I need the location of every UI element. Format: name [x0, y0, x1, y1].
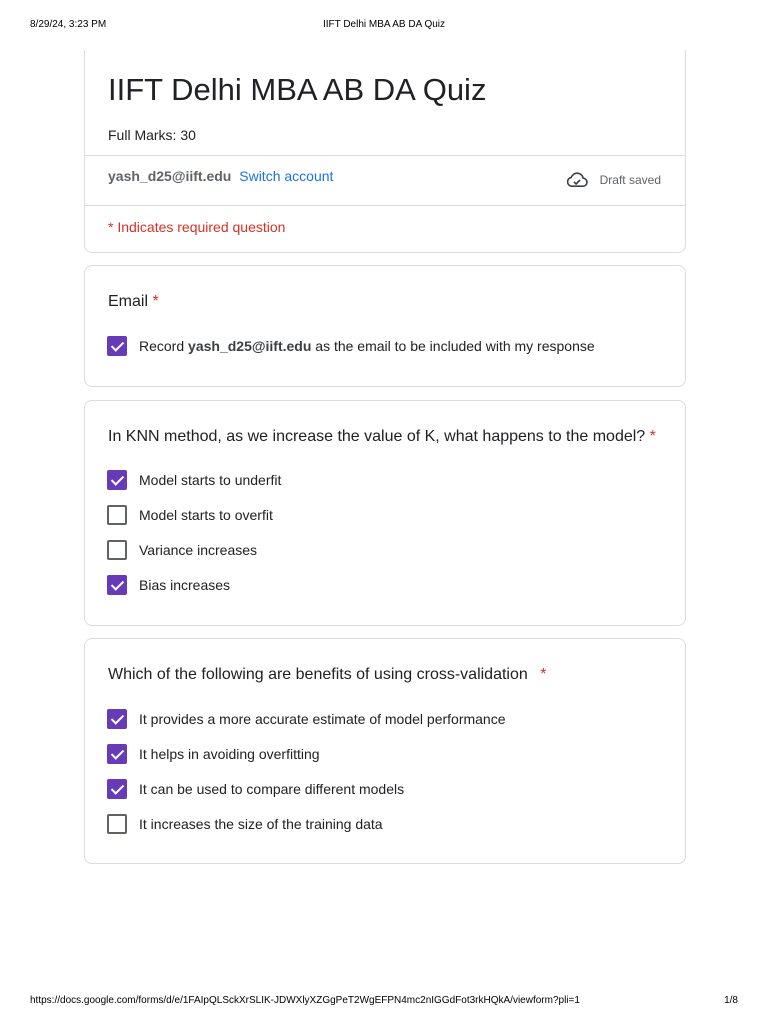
checkbox-checked[interactable]	[107, 779, 127, 799]
option-label: It helps in avoiding overfitting	[139, 746, 320, 762]
option-label: It provides a more accurate estimate of model performance	[139, 711, 506, 727]
question-card-email	[84, 265, 686, 387]
checkbox-unchecked[interactable]	[107, 540, 127, 560]
print-header	[30, 19, 738, 33]
option-model-overfit[interactable]	[107, 505, 273, 525]
option-increase-training-data[interactable]	[107, 814, 383, 834]
switch-account-link[interactable]: Switch account	[239, 168, 334, 184]
divider	[85, 155, 685, 156]
question-card-knn	[84, 400, 686, 626]
draft-status	[566, 172, 661, 188]
option-accurate-estimate[interactable]	[107, 709, 506, 729]
form-description: Full Marks: 30	[108, 127, 196, 143]
option-prefix: Record	[139, 338, 185, 354]
question-card-cross-validation	[84, 638, 686, 864]
required-star: *	[540, 666, 547, 683]
account-email: yash_d25@iift.edu	[108, 168, 232, 184]
checkbox-unchecked[interactable]	[107, 814, 127, 834]
checkbox-checked[interactable]	[107, 336, 127, 356]
checkbox-unchecked[interactable]	[107, 505, 127, 525]
print-footer	[30, 995, 738, 1009]
option-variance-increases[interactable]	[107, 540, 257, 560]
option-label: Model starts to overfit	[139, 507, 273, 523]
option-label: Bias increases	[139, 577, 231, 593]
option-label	[139, 338, 595, 354]
option-compare-models[interactable]	[107, 779, 404, 799]
question-title	[108, 293, 159, 311]
checkbox-checked[interactable]	[107, 709, 127, 729]
checkbox-checked[interactable]	[107, 744, 127, 764]
option-label: Variance increases	[139, 542, 258, 558]
question-title-text: Email	[108, 293, 149, 310]
required-star: *	[649, 428, 656, 445]
option-label: It can be used to compare different models	[139, 781, 405, 797]
print-title: IIFT Delhi MBA AB DA Quiz	[322, 19, 446, 30]
print-page-number: 1/8	[724, 995, 738, 1006]
form-header-card	[84, 50, 686, 253]
question-title	[108, 428, 656, 446]
option-label: Model starts to underfit	[139, 472, 282, 488]
checkbox-checked[interactable]	[107, 575, 127, 595]
option-avoid-overfitting[interactable]	[107, 744, 320, 764]
option-email: yash_d25@iift.edu	[188, 338, 312, 354]
option-label: It increases the size of the training data	[139, 816, 383, 832]
option-model-underfit[interactable]	[107, 470, 281, 490]
required-note: * Indicates required question	[108, 219, 286, 235]
draft-status-label: Draft saved	[599, 173, 661, 187]
checkbox-checked[interactable]	[107, 470, 127, 490]
print-url: https://docs.google.com/forms/d/e/1FAIpQLSckXrSLIK-JDWXlyXZGgPeT2WgEFPN4mc2nIGGdFot3rkHQkA/viewform?pli=1	[30, 995, 580, 1006]
question-title	[108, 666, 546, 684]
option-bias-increases[interactable]	[107, 575, 230, 595]
cloud-check-icon	[566, 172, 588, 188]
question-title-text: Which of the following are benefits of using cross-validation	[108, 666, 528, 683]
print-datetime: 8/29/24, 3:23 PM	[30, 19, 107, 30]
record-email-option[interactable]	[107, 336, 595, 356]
account-row	[108, 168, 333, 184]
option-suffix: as the email to be included with my response	[315, 338, 595, 354]
form-title: IIFT Delhi MBA AB DA Quiz	[108, 72, 487, 107]
required-star: *	[152, 293, 159, 310]
divider	[85, 205, 685, 206]
question-title-text: In KNN method, as we increase the value of K, what happens to the model?	[108, 428, 646, 445]
